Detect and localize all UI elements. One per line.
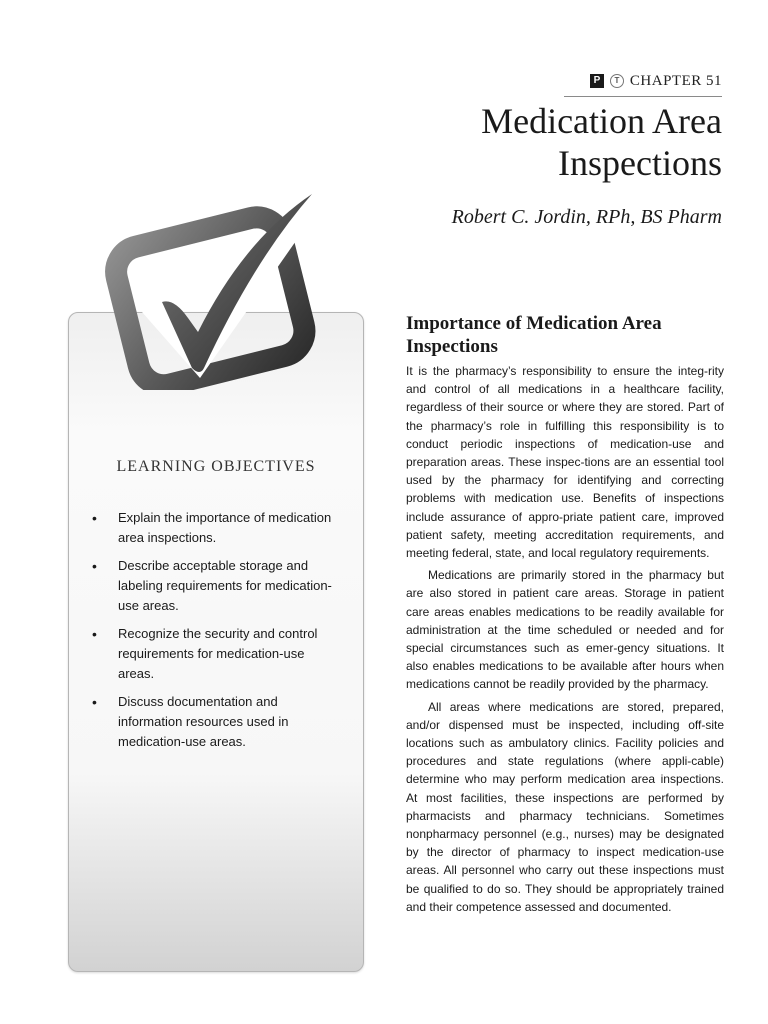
pharmacist-badge-icon: P xyxy=(590,74,604,88)
objective-item: • Describe acceptable storage and labeling requirements for medication-use areas. xyxy=(88,556,338,616)
learning-objectives-list xyxy=(88,508,338,760)
section-heading: Importance of Medication Area Inspections xyxy=(406,313,662,357)
chapter-title-line1: Medication Area xyxy=(481,101,722,141)
objective-item: • Recognize the security and control requirements for medication-use areas. xyxy=(88,624,338,684)
body-paragraph: All areas where medications are stored, prepared, and/or dispensed must be inspected, including off-site locations such as ambulatory clinics. Facility policies and procedures and state regulations (where appli-cable) determine who may perform medication area inspections. At most facilities, these inspections are performed by pharmacists and pharmacy technicians. Sometimes nonpharmacy personnel (e.g., nurses) may be designated by the director of pharmacy to inspect medication-use areas. All personnel who carry out these inspections must be qualified to do so. They should be appropriately trained and their competence assessed and documented. xyxy=(406,699,724,914)
checkmark-icon xyxy=(104,180,334,390)
section-body xyxy=(406,362,724,916)
body-paragraph: It is the pharmacy’s responsibility to ensure the integ-rity and control of all medications in a healthcare facility, regardless of their source or where they are stored. Part of the pharmacy’s role in fulfilling this responsibility is to conduct periodic inspections of medication-use and preparation areas. These inspec-tions are an essential tool used by the pharmacy for identifying and correcting problems with medication use. Benefits of inspections include assurance of appro-priate patient care, improved patient safety, meeting accreditation requirements, and meeting federal, state, and local regulatory requirements. xyxy=(406,364,724,561)
chapter-title xyxy=(362,100,722,184)
chapter-number: CHAPTER 51 xyxy=(629,72,722,89)
objective-item: • Discuss documentation and information resources used in medication-use areas. xyxy=(88,692,338,752)
author-byline: Robert C. Jordin, RPh, BS Pharm xyxy=(451,206,722,228)
chapter-title-line2: Inspections xyxy=(558,143,722,183)
body-paragraph: Medications are primarily stored in the pharmacy but are also stored in patient care areas. Storage in patient care areas enables medications to be readily available for administration at the time scheduled or needed and for special circumstances such as emer-gency situations. It also enables medications to be available after hours when medications cannot be readily provided by the pharmacy. xyxy=(406,568,724,692)
chapter-header xyxy=(564,70,722,97)
objective-item: • Explain the importance of medication area inspections. xyxy=(88,508,338,548)
learning-objectives-heading: LEARNING OBJECTIVES xyxy=(116,458,316,475)
technician-badge-icon: T xyxy=(610,74,624,88)
